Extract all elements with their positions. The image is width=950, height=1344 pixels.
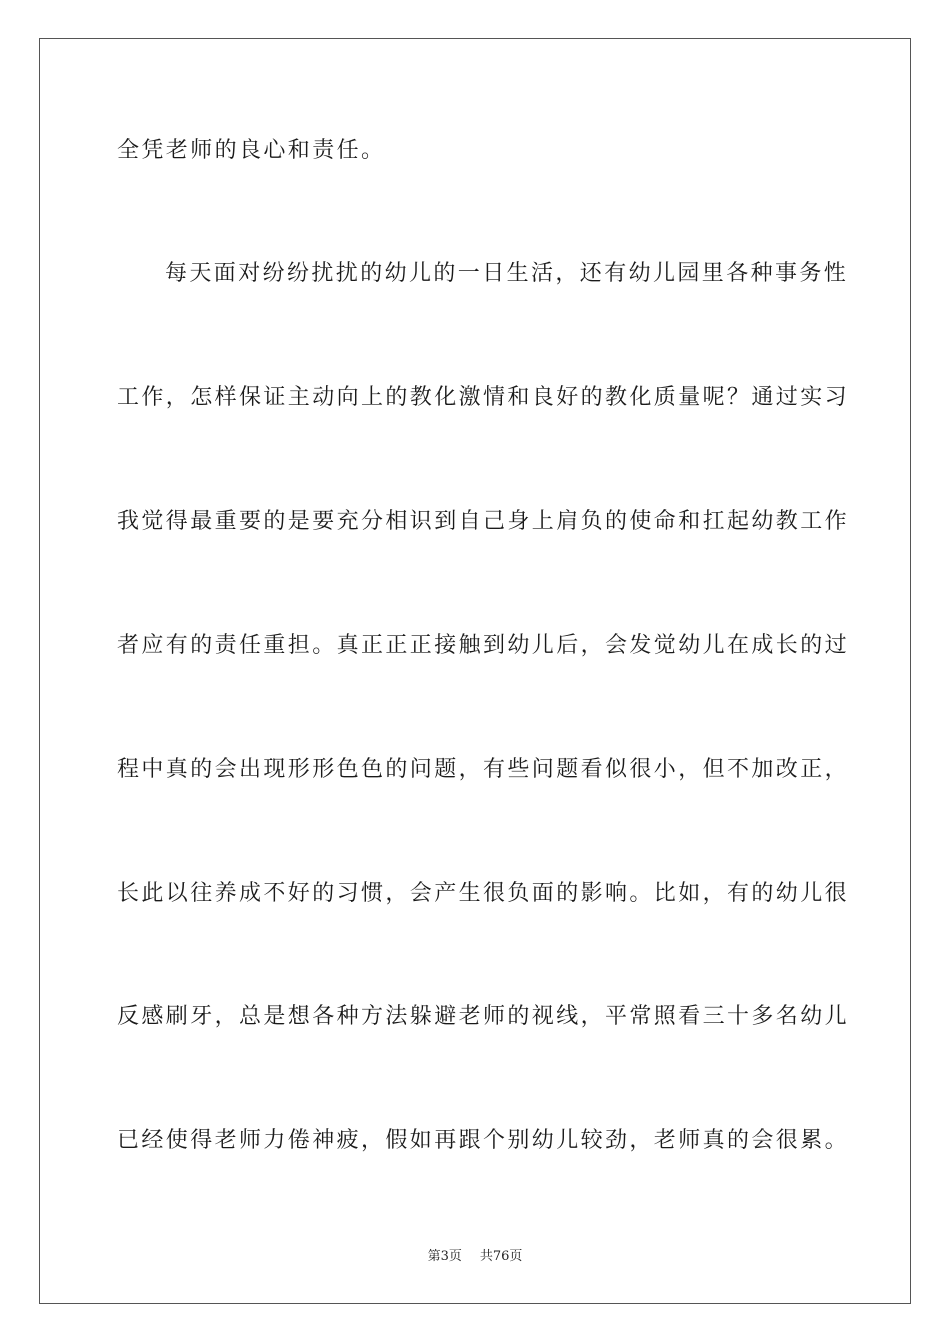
paragraph-line: 长此以往养成不好的习惯，会产生很负面的影响。比如，有的幼儿很 bbox=[117, 881, 850, 906]
paragraph-line: 我觉得最重要的是要充分相识到自己身上肩负的使命和扛起幼教工作 bbox=[117, 509, 850, 534]
page-total: 共76页 bbox=[479, 1249, 523, 1264]
paragraph-line: 反感刷牙，总是想各种方法躲避老师的视线，平常照看三十多名幼儿 bbox=[117, 1004, 850, 1029]
page-footer bbox=[0, 1248, 950, 1266]
paragraph-line: 每天面对纷纷扰扰的幼儿的一日生活，还有幼儿园里各种事务性 bbox=[165, 261, 849, 286]
paragraph-line: 程中真的会出现形形色色的问题，有些问题看似很小，但不加改正， bbox=[117, 757, 850, 782]
paragraph-line: 者应有的责任重担。真正正正接触到幼儿后，会发觉幼儿在成长的过 bbox=[117, 633, 850, 658]
paragraph-line: 全凭老师的良心和责任。 bbox=[117, 138, 386, 163]
page-border bbox=[39, 38, 911, 1304]
paragraph-line: 已经使得老师力倦神疲，假如再跟个别幼儿较劲，老师真的会很累。 bbox=[117, 1128, 850, 1153]
page-number: 第3页 bbox=[427, 1249, 462, 1264]
paragraph-line: 工作，怎样保证主动向上的教化激情和良好的教化质量呢？通过实习 bbox=[117, 385, 850, 410]
